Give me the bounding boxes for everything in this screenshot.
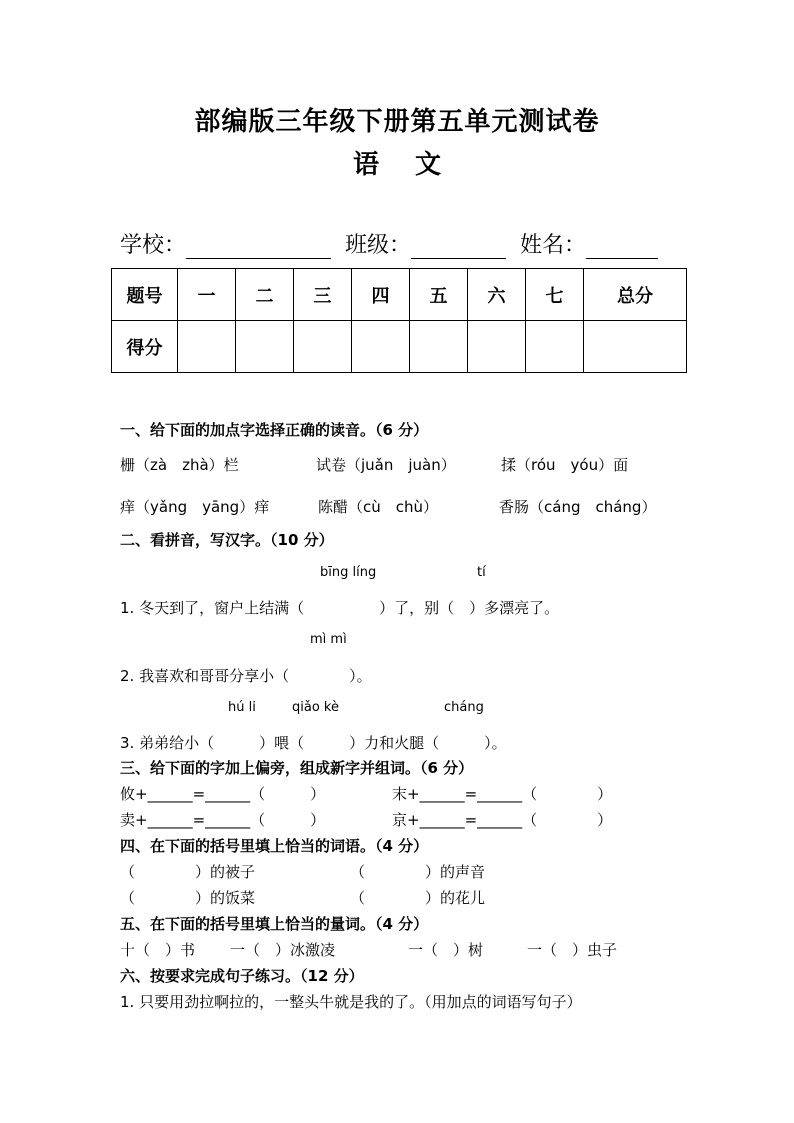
table-cell: 题号 xyxy=(112,269,178,321)
s1-item-6: 香肠（cáng cháng） xyxy=(499,498,657,516)
score-cell[interactable] xyxy=(236,321,294,373)
s2-question-2: 2. 我喜欢和哥哥分享小（ ）。 xyxy=(120,667,372,685)
student-info-line xyxy=(120,228,658,259)
class-label: 班级： xyxy=(345,233,412,258)
s2-q3-pinyin-2: qiǎo kè xyxy=(292,700,339,715)
section-4-heading: 四、在下面的括号里填上恰当的词语。（4 分） xyxy=(120,837,429,855)
table-cell: 五 xyxy=(410,269,468,321)
s3-row-1-left: 攸+______=______（ ） xyxy=(120,785,326,803)
s5-item-3: 一（ ）树 xyxy=(408,941,484,959)
s5-item-4: 一（ ）虫子 xyxy=(527,941,618,959)
s4-row-2-left: （ ）的饭菜 xyxy=(120,889,256,907)
s2-question-1: 1. 冬天到了，窗户上结满（ ）了，别（ ）多漂亮了。 xyxy=(120,599,560,617)
table-cell: 总分 xyxy=(584,269,687,321)
s2-q1-pinyin-2: tí xyxy=(477,565,486,580)
score-table-header-row xyxy=(112,269,687,321)
section-5-heading: 五、在下面的括号里填上恰当的量词。（4 分） xyxy=(120,915,429,933)
table-cell: 四 xyxy=(352,269,410,321)
class-blank[interactable] xyxy=(411,236,506,259)
s1-item-1: 栅（zà zhà）栏 xyxy=(120,456,239,474)
subject-title xyxy=(0,144,794,181)
score-table-score-row xyxy=(112,321,687,373)
table-cell: 二 xyxy=(236,269,294,321)
score-cell[interactable] xyxy=(410,321,468,373)
score-table xyxy=(111,268,687,373)
score-cell[interactable] xyxy=(584,321,687,373)
table-cell: 三 xyxy=(294,269,352,321)
s3-row-1-right: 末+______=______（ ） xyxy=(392,785,613,803)
s1-item-3: 揉（róu yóu）面 xyxy=(501,456,629,474)
school-label: 学校： xyxy=(120,233,187,258)
score-cell[interactable] xyxy=(294,321,352,373)
s2-q3-pinyin-1: hú li xyxy=(228,700,256,715)
table-cell: 七 xyxy=(526,269,584,321)
s1-item-4: 痒（yǎng yāng）痒 xyxy=(120,498,270,516)
name-blank[interactable] xyxy=(586,236,658,259)
section-3-heading: 三、给下面的字加上偏旁，组成新字并组词。（6 分） xyxy=(120,759,474,777)
s2-q2-pinyin-1: mì mì xyxy=(310,632,347,647)
page-title: 部编版三年级下册第五单元测试卷 xyxy=(194,107,600,137)
subject-char-1: 语 xyxy=(352,150,379,180)
score-cell[interactable] xyxy=(178,321,236,373)
score-cell[interactable] xyxy=(352,321,410,373)
score-cell[interactable] xyxy=(468,321,526,373)
score-cell[interactable] xyxy=(526,321,584,373)
s2-question-3: 3. 弟弟给小（ ）喂（ ）力和火腿（ ）。 xyxy=(120,734,507,752)
table-cell: 六 xyxy=(468,269,526,321)
s4-row-2-right: （ ）的花儿 xyxy=(350,889,486,907)
subject-char-2: 文 xyxy=(415,150,442,180)
table-cell: 一 xyxy=(178,269,236,321)
name-label: 姓名： xyxy=(520,233,587,258)
s5-item-1: 十（ ）书 xyxy=(120,941,196,959)
s6-question-1: 1. 只要用劲拉啊拉的，一整头牛就是我的了。（用加点的词语写句子） xyxy=(120,993,582,1011)
s2-q3-pinyin-3: cháng xyxy=(444,700,484,715)
s3-row-2-left: 卖+______=______（ ） xyxy=(120,811,326,829)
section-1-heading: 一、给下面的加点字选择正确的读音。（6 分） xyxy=(120,421,429,439)
section-2-heading: 二、看拼音，写汉字。（10 分） xyxy=(120,531,334,549)
s3-row-2-right: 京+______=______（ ） xyxy=(392,811,613,829)
s2-q1-pinyin-1: bīng líng xyxy=(320,565,377,580)
school-blank[interactable] xyxy=(186,236,331,259)
s4-row-1-left: （ ）的被子 xyxy=(120,863,256,881)
s4-row-1-right: （ ）的声音 xyxy=(350,863,486,881)
s1-item-5: 陈醋（cù chù） xyxy=(318,498,439,516)
section-6-heading: 六、按要求完成句子练习。（12 分） xyxy=(120,967,364,985)
s5-item-2: 一（ ）冰激凌 xyxy=(230,941,336,959)
s1-item-2: 试卷（juǎn juàn） xyxy=(316,456,456,474)
table-cell: 得分 xyxy=(112,321,178,373)
